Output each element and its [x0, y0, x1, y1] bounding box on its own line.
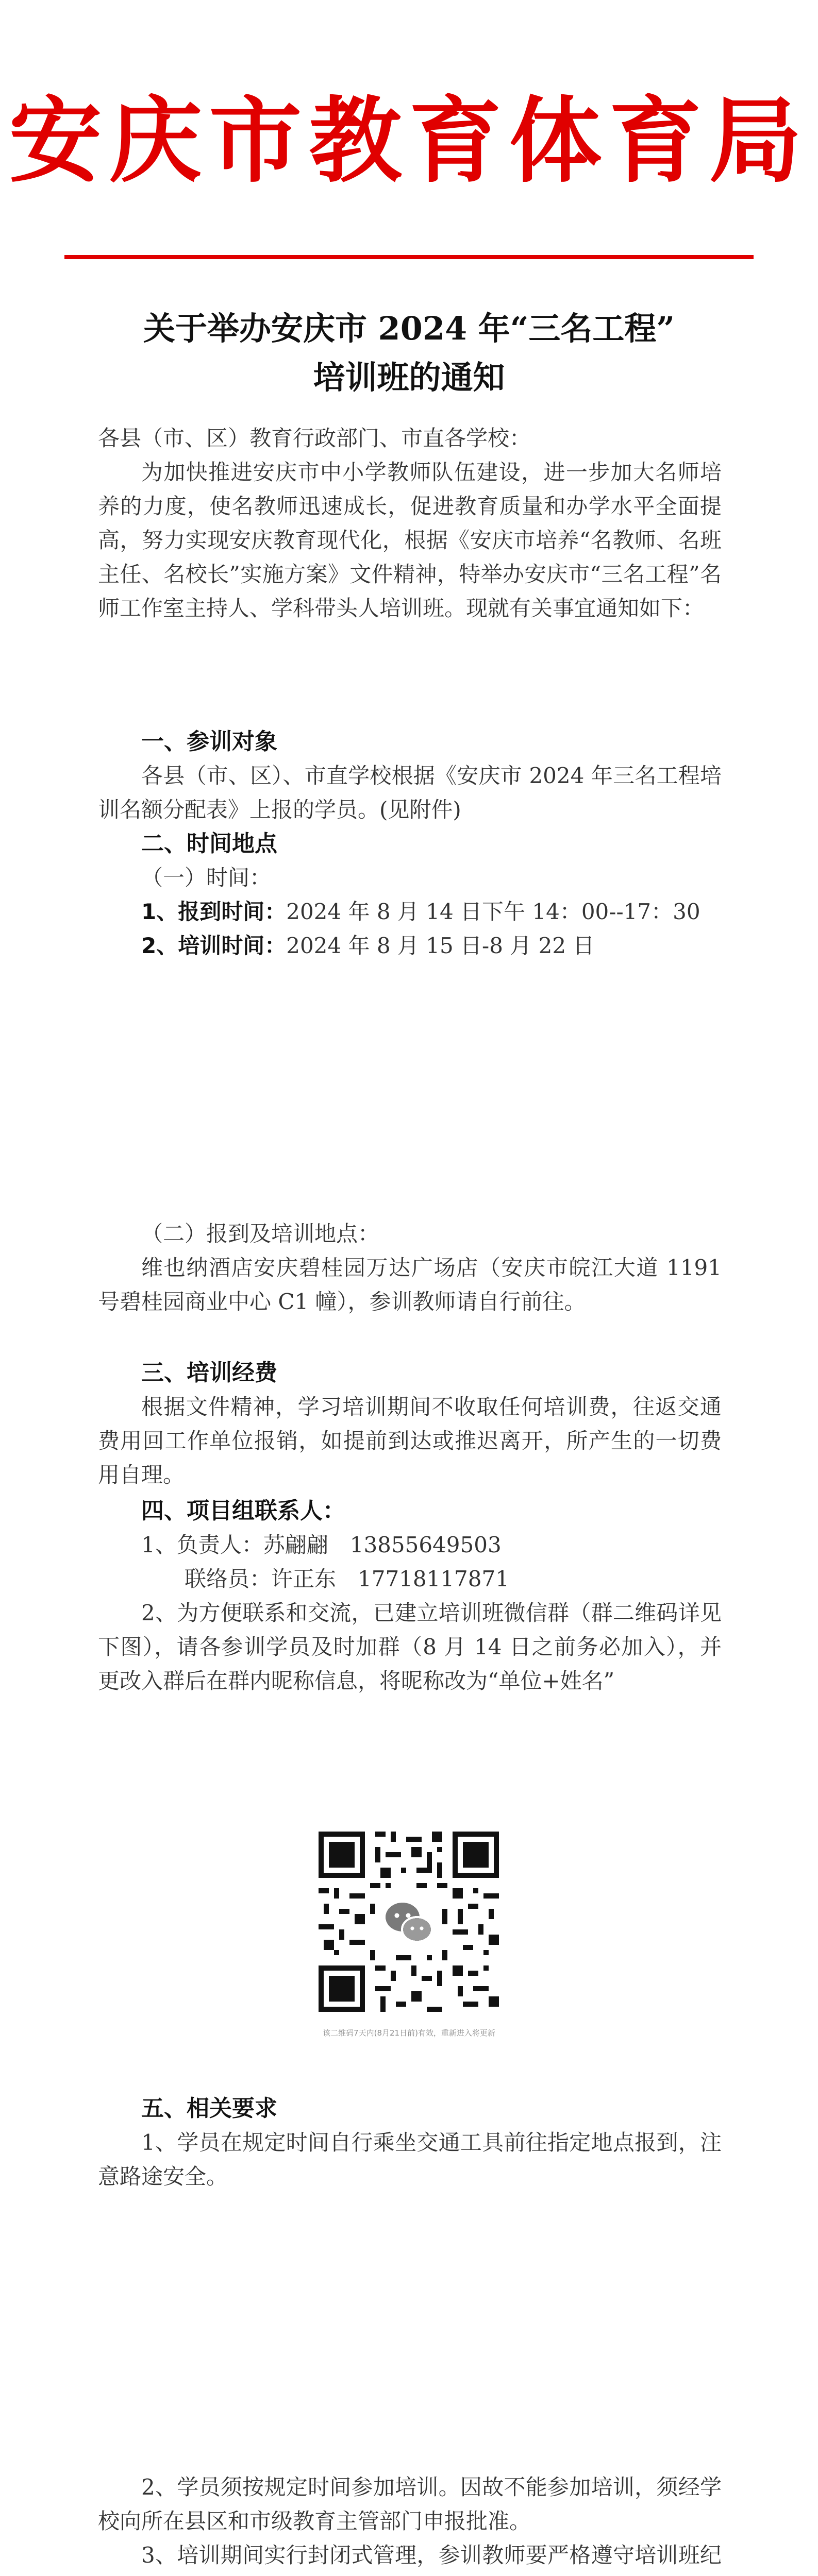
- location-subheading: （二）报到及培训地点：: [141, 1221, 380, 1246]
- requirement-3: 3、培训期间实行封闭式管理，参训教师要严格遵守培训班纪: [141, 2543, 722, 2568]
- wechat-group-qr-code[interactable]: [313, 1826, 504, 2017]
- section3-body: 根据文件精神，学习培训期间不收取任何培训费，往返交通费用回工作单位报销，如提前到达或推迟离开，所产生的一切费用自理。: [98, 1394, 722, 1487]
- section3-heading: 三、培训经费: [141, 1360, 277, 1386]
- requirement-2: 2、学员须按规定时间参加培训。因故不能参加培训，须经学校向所在县区和市级教育主管部门申报批准。: [98, 2475, 722, 2534]
- document-title: [0, 304, 818, 402]
- masthead-title: 安庆市教育体育局: [9, 88, 809, 195]
- checkin-time-value: 2024 年 8 月 14 日下午 14：00--17：30: [286, 899, 700, 924]
- wechat-group-text: 2、为方便联系和交流，已建立培训班微信群（群二维码详见下图），请各参训学员及时加群（8 月 14 日之前务必加入），并更改入群后在群内昵称信息，将昵称改为“单位+姓名”: [98, 1600, 722, 1693]
- intro-paragraph: 为加快推进安庆市中小学教师队伍建设，进一步加大名师培养的力度，使名教师迅速成长，促进教育质量和办学水平全面提高，努力实现安庆教育现代化，根据《安庆市培养“名教师、名班主任、名校长”实施方案》文件精神，特举办安庆市“三名工程”名师工作室主持人、学科带头人培训班。现就有关事宜通知如下：: [98, 460, 722, 621]
- training-time-label: 2、培训时间：: [141, 933, 287, 958]
- section1-body: 各县（市、区）、市直学校根据《安庆市 2024 年三名工程培训名额分配表》上报的学员。(见附件): [98, 763, 722, 822]
- checkin-time: [141, 895, 700, 929]
- section1-heading: 一、参训对象: [141, 728, 277, 755]
- time-subheading: （一）时间：: [141, 865, 272, 890]
- document-title-line1: 关于举办安庆市 2024 年“三名工程”: [143, 310, 675, 347]
- section4-heading: 四、项目组联系人：: [141, 1498, 345, 1524]
- salutation: 各县（市、区）教育行政部门、市直各学校：: [98, 426, 531, 451]
- masthead-divider: [64, 255, 754, 259]
- requirement-1: 1、学员在规定时间自行乘坐交通工具前往指定地点报到，注意路途安全。: [98, 2130, 722, 2189]
- checkin-time-label: 1、报到时间：: [141, 899, 287, 924]
- location-text: 维也纳酒店安庆碧桂园万达广场店（安庆市皖江大道 1191 号碧桂园商业中心 C1 幢），参训教师请自行前往。: [98, 1255, 722, 1314]
- training-time-value: 2024 年 8 月 15 日-8 月 22 日: [286, 933, 595, 958]
- document-title-line2: 培训班的通知: [313, 359, 505, 396]
- section2-heading: 二、时间地点: [141, 831, 277, 857]
- section5-heading: 五、相关要求: [141, 2095, 277, 2122]
- qr-code-caption: 该二维码7天内(8月21日前)有效，重新进入将更新: [323, 2028, 495, 2038]
- contact-liaison: 联络员：许正东 17718117871: [185, 1566, 509, 1591]
- contact-lead: 1、负责人：苏翩翩 13855649503: [141, 1532, 502, 1557]
- training-time: [141, 929, 594, 963]
